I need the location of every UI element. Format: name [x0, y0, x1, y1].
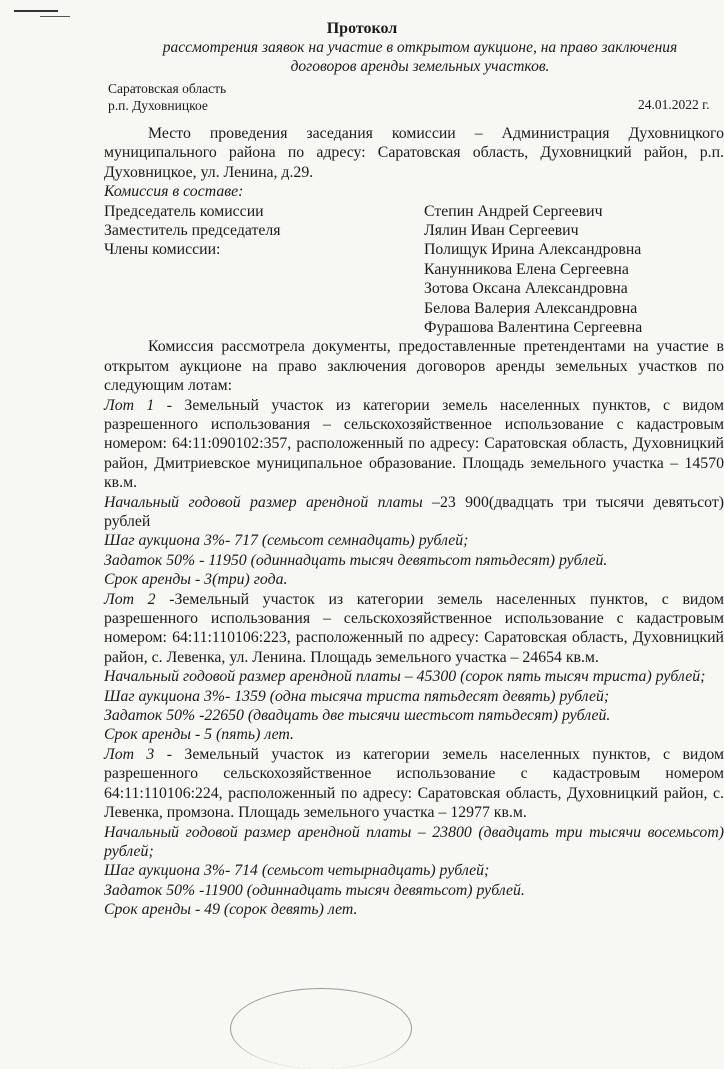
region-name: Саратовская область: [108, 81, 227, 96]
intro-paragraph: Комиссия рассмотрела документы, предоставленные претендентами на участие в открытом аукционе на право заключения договоров аренды земельных участков по следующим лотам:: [104, 338, 724, 395]
town-name: р.п. Духовницкое: [108, 98, 208, 113]
price-label: Начальный годовой размер арендной платы: [104, 823, 412, 841]
lot-step: Шаг аукциона 3%- 714 (семьсот четырнадцать) рублей;: [104, 862, 490, 880]
commission-row: [104, 221, 724, 240]
lot-label: Лот 2: [104, 590, 156, 608]
venue-paragraph: Место проведения заседания комиссии – Администрация Духовницкого муниципального района по адресу: Саратовская область, Духовницкий район, р.п. Духовницкое, ул. Ленина, д.29.: [104, 125, 724, 181]
document-date: 24.01.2022 г.: [638, 97, 710, 112]
member-name: Лялин Иван Сергеевич: [424, 222, 579, 240]
price-value: – 23800 (двадцать три тысячи восемьсот) рублей;: [104, 823, 724, 860]
lot-term: Срок аренды - 3(три) года.: [104, 571, 288, 589]
role-label: Председатель комиссии: [104, 202, 264, 220]
subtitle-line: рассмотрения заявок на участие в открытом аукционе, на право заключения: [162, 39, 678, 56]
stamp-outline: [230, 988, 412, 1069]
scan-mark: [40, 16, 70, 17]
lot-term: Срок аренды - 5 (пять) лет.: [104, 726, 294, 744]
members-list: [104, 260, 724, 338]
location-block: [108, 80, 226, 114]
subtitle-line: договоров аренды земельных участков.: [290, 58, 550, 75]
price-label: Начальный годовой размер арендной платы: [104, 668, 401, 686]
document-subtitle: [100, 38, 724, 76]
document-body: [104, 124, 724, 920]
lot-price: [104, 667, 724, 686]
role-label: Заместитель председателя: [104, 222, 281, 240]
price-value: –23 900(двадцать три тысячи девятьсот) рублей: [104, 493, 724, 531]
lot-text: -Земельный участок из категории земель населенных пунктов, с видом разрешенного использования – сельскохозяйственное использование с кадастровым номером: 64:11:110106:223, расположенный по адресу: Саратовская область, Духовницкий район, с. Левенка, ул. Ленина. Площадь земельного участка – 24654 кв.м.: [104, 590, 724, 666]
lot-label: Лот 1: [104, 396, 155, 414]
lot-description: [104, 590, 724, 668]
price-value: – 45300 (сорок пять тысяч триста) рублей;: [400, 668, 706, 686]
lot-text: - Земельный участок из категории земель населенных пунктов, с видом разрешенного использования – сельскохозяйственное использование с кадастровым номером: 64:11:090102:357, расположенный по адресу: Саратовская область, Духовницкий район, Дмитриевское муниципальное образование. Площадь земельного участка – 14570 кв.м.: [104, 396, 724, 492]
lot-step: Шаг аукциона 3%- 717 (семьсот семнадцать) рублей;: [104, 532, 469, 550]
lot-deposit: Задаток 50% -11900 (одиннадцать тысяч девятьсот) рублей.: [104, 881, 525, 899]
commission-heading: Комиссия в составе:: [104, 183, 244, 201]
lot-deposit: Задаток 50% - 11950 (одиннадцать тысяч девятьсот пятьдесят) рублей.: [104, 551, 608, 569]
member-name: Канунникова Елена Сергеевна: [424, 260, 629, 278]
member-name: Полищук Ирина Александровна: [424, 241, 642, 259]
price-label: Начальный годовой размер арендной платы: [104, 493, 423, 511]
lot-step: Шаг аукциона 3%- 1359 (одна тысяча триста пятьдесят девять) рублей;: [104, 687, 610, 705]
lot-label: Лот 3: [104, 745, 155, 763]
member-name: Степин Андрей Сергеевич: [424, 202, 603, 220]
role-label: Члены комиссии:: [104, 241, 221, 259]
scan-mark: [14, 10, 58, 12]
lot-deposit: Задаток 50% -22650 (двадцать две тысячи шестьсот пятьдесят) рублей.: [104, 707, 611, 725]
commission-row: [104, 240, 724, 259]
lot-description: [104, 745, 724, 823]
member-name: Фурашова Валентина Сергеевна: [424, 318, 643, 336]
commission-row: [104, 202, 724, 221]
lot-description: [104, 396, 724, 493]
lot-price: [104, 823, 724, 862]
lot-price: [104, 493, 724, 532]
member-name: Белова Валерия Александровна: [424, 299, 638, 317]
member-name: Зотова Оксана Александровна: [424, 280, 628, 298]
lot-term: Срок аренды - 49 (сорок девять) лет.: [104, 901, 358, 919]
lot-text: - Земельный участок из категории земель населенных пунктов, с видом разрешенного сельскохозяйственное использование с кадастровым номером 64:11:110106:224, расположенный по адресу: Саратовская область, Духовницкий район, с. Левенка, промзона. Площадь земельного участка – 12977 кв.м.: [104, 745, 724, 822]
document-title: Протокол: [326, 20, 398, 37]
